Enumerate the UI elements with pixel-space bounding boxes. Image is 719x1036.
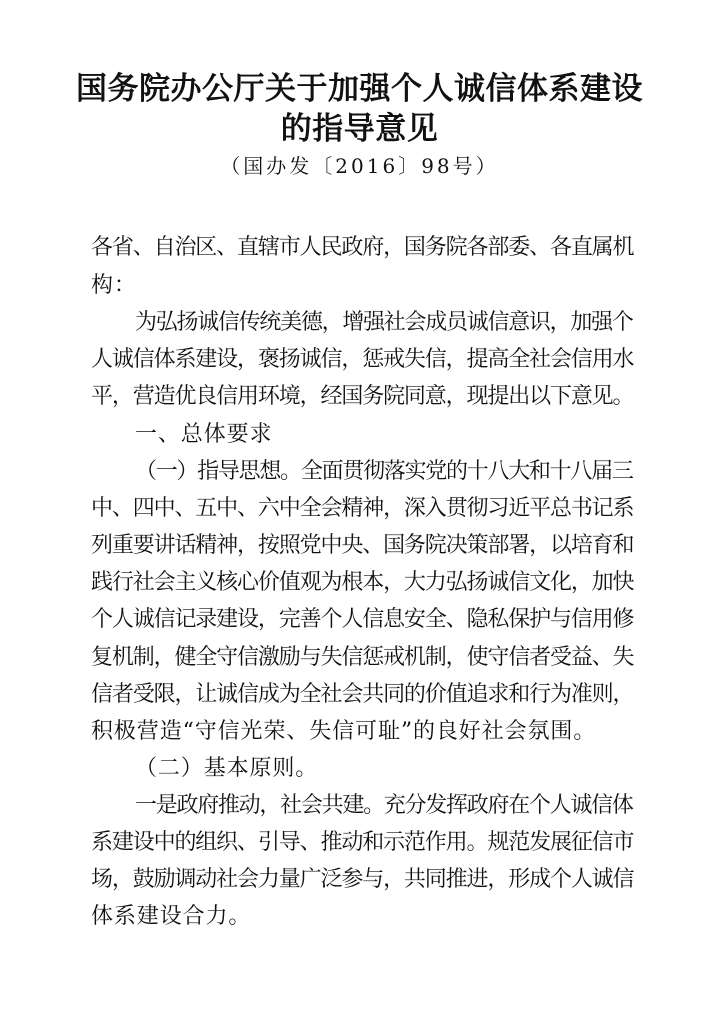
body-line: 践行社会主义核心价值观为根本，大力弘扬诚信文化，加快 <box>91 570 634 595</box>
subsection-heading: （二）基本原则。 <box>135 756 319 781</box>
body-line: 列重要讲话精神，按照党中央、国务院决策部署，以培育和 <box>91 533 634 558</box>
body-line: 复机制，健全守信激励与失信惩戒机制，使守信者受益、失 <box>91 645 634 670</box>
document-number: （国办发〔2016〕98号） <box>220 154 499 178</box>
addressee-line: 各省、自治区、直辖市人民政府，国务院各部委、各直属机 <box>91 235 634 260</box>
document-title-line-2: 的指导意见 <box>280 111 439 147</box>
body-line: 个人诚信记录建设，完善个人信息安全、隐私保护与信用修 <box>91 607 634 632</box>
document-title-line-1: 国务院办公厅关于加强个人诚信体系建设 <box>76 71 643 107</box>
body-line: 平，营造优良信用环境，经国务院同意，现提出以下意见。 <box>91 384 634 409</box>
body-line: 场，鼓励调动社会力量广泛参与，共同推进，形成个人诚信 <box>91 867 634 892</box>
body-line: 一是政府推动，社会共建。充分发挥政府在个人诚信体 <box>135 793 633 818</box>
body-line: 人诚信体系建设，褒扬诚信，惩戒失信，提高全社会信用水 <box>91 347 634 372</box>
body-line: 为弘扬诚信传统美德，增强社会成员诚信意识，加强个 <box>135 310 633 335</box>
body-line: 系建设中的组织、引导、推动和示范作用。规范发展征信市 <box>91 830 634 855</box>
addressee-line: 构： <box>91 273 137 298</box>
body-line: 信者受限，让诚信成为全社会共同的价值追求和行为准则， <box>91 682 634 707</box>
section-heading: 一、总体要求 <box>135 422 273 447</box>
body-line: 体系建设合力。 <box>91 904 252 929</box>
body-line: （一）指导思想。全面贯彻落实党的十八大和十八届三 <box>135 459 633 484</box>
body-line: 积极营造“守信光荣、失信可耻”的良好社会氛围。 <box>91 719 597 744</box>
body-line: 中、四中、五中、六中全会精神，深入贯彻习近平总书记系 <box>91 496 634 521</box>
